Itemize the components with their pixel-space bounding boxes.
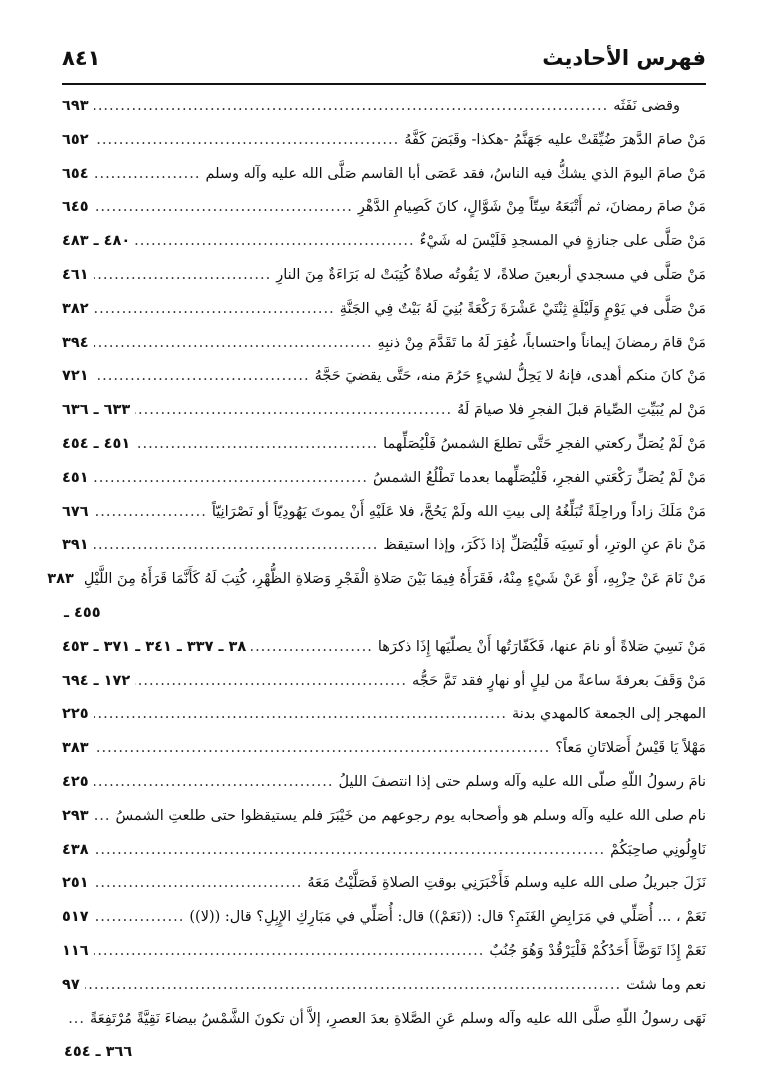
hadith-text: مَنْ صامَ رمضانَ، ثم أَتْبَعَهُ سِتّاً مِنْ شَوَّالٍ، كانَ كَصِيامِ الدَّهْرِ [357, 199, 706, 216]
page-refs: ٤٥١ [62, 469, 89, 486]
hadith-text: مَنْ صَلَّى على جنازةٍ في المسجدِ فَلَيْسَ له شَيْءٌ [419, 233, 706, 250]
index-entry [62, 360, 706, 394]
index-entry [62, 327, 706, 361]
leader-dots [94, 800, 111, 834]
page-refs: ٤٢٥ [62, 773, 89, 790]
hadith-text: مَنْ لَمْ يُصَلِّ ركعتي الفجرِ حَتَّى تطلعَ الشمسُ فَلْيُصَلِّهما [383, 435, 706, 452]
index-entry [62, 732, 706, 766]
index-entry [62, 394, 706, 428]
hadith-text: مَنْ قامَ رمضانَ إيماناً واحتساباً، غُفِرَ لَهُ ما تَقَدَّمَ مِنْ ذنبِهِ [377, 334, 706, 351]
leader-dots [94, 698, 507, 732]
index-entry [62, 935, 706, 969]
hadith-text: مَنْ نامَ عنِ الوترِ، أو نَسِيَه فَلْيُصَلِّ إذا ذَكَرَ، وإذا استيقظ [383, 537, 706, 554]
header-rule [62, 83, 706, 85]
index-entry [62, 529, 706, 563]
page-refs: ٦٧٦ [62, 503, 89, 520]
leader-dots [94, 732, 551, 766]
page-refs: ٦٩٣ [62, 98, 89, 114]
leader-dots [94, 901, 185, 935]
index-entry [62, 124, 706, 158]
index-entry [62, 665, 706, 699]
page-number: ٨٤١ [62, 46, 101, 70]
hadith-index-list [47, 90, 706, 1070]
page-header [62, 44, 706, 78]
index-entry [62, 698, 706, 732]
page-refs: ٤٥٥ ـ [64, 604, 101, 621]
hadith-text: مَنْ صَلَّى في يَوْمٍ وَلَيْلَةٍ ثِنْتَيْ عَشْرَةَ رَكْعَةً بُنِيَ لَهُ بَيْتٌ فِي الجَنَّةِ [339, 300, 706, 317]
leader-dots [94, 462, 368, 496]
page-refs: ٣٩١ [62, 537, 89, 554]
leader-dots [94, 293, 335, 327]
leader-dots [94, 867, 303, 901]
hadith-text: مَنْ نَسِيَ صَلاةً أو نامَ عنها، فَكَفّارَتُها أَنْ يصلّيَها إِذَا ذكرَها [377, 638, 706, 655]
hadith-text: مَنْ كانَ منكم أهدى، فإنهُ لا يَحِلُّ لشيءٍ حَرُمَ منه، حَتَّى يقضيَ حَجَّهُ [314, 368, 706, 385]
leader-dots [251, 631, 373, 665]
leader-dots [94, 158, 201, 192]
leader-dots [94, 124, 400, 158]
index-entry [62, 834, 706, 868]
index-entry [62, 496, 706, 530]
page-refs: ٣٨ ـ ٣٣٧ ـ ٣٤١ ـ ٣٧١ ـ ٤٥٣ [62, 638, 247, 655]
index-entry [62, 90, 706, 124]
leader-dots [135, 394, 452, 428]
hadith-text: مَنْ وَقَفَ بعرفةَ ساعةً من ليلٍ أو نهارٍ فقد تَمَّ حَجُّه [412, 672, 706, 689]
index-entry [47, 563, 706, 597]
index-entry [62, 293, 706, 327]
hadith-text: المهجر إلى الجمعة كالمهدي بدنة [511, 706, 706, 723]
page-refs: ٦٣٣ ـ ٦٣٦ [62, 402, 131, 419]
leader-dots [94, 496, 207, 530]
leader-dots [135, 428, 378, 462]
index-entry [62, 766, 706, 800]
leader-dots [94, 529, 379, 563]
hadith-text: نامَ رسولُ اللّهِ صلّى الله عليه وآله وسلم حتى إذا انتصفَ الليلُ [338, 773, 706, 790]
page-refs: ٦٥٤ [62, 165, 89, 182]
index-entry-continuation [62, 1036, 706, 1070]
page-refs: ١٧٢ ـ ٦٩٤ [62, 672, 131, 689]
index-entry [62, 259, 706, 293]
hadith-text: نَزَلَ جبريلُ صلى الله عليه وسلم فَأَخْبَرَنِي بوقتِ الصلاةِ فَصَلَّيْتُ مَعَهُ [307, 875, 706, 892]
leader-dots [135, 225, 414, 259]
page-refs: ٤٨٠ ـ ٤٨٣ [62, 233, 131, 250]
index-entry [62, 800, 706, 834]
hadith-text: نَعَمْ ، ... أُصَلِّي في مَرَابِضِ الغَنَمِ؟ قال: ((نَعَمْ)) قال: أُصَلِّي في مَبَارِكِ الإِبِلِ؟ قال: ((لا)) [189, 909, 706, 926]
hadith-text: مَنْ لم يُبَيِّتِ الصِّيامَ قبلَ الفجرِ فلا صيامَ لَهُ [457, 402, 706, 419]
leader-dots [94, 90, 609, 124]
header-title: فهرس الأحاديث [542, 46, 706, 70]
hadith-text: نَعَمْ إِذَا تَوَضَّأَ أَحَدُكُمْ فَلْيَرْقُدْ وَهُوَ جُنُبٌ [489, 942, 706, 959]
page-refs: ٤٦١ [62, 266, 89, 283]
page-refs: ٣٦٦ ـ ٤٥٤ [64, 1044, 133, 1061]
hadith-text: نعم وما شئت [626, 976, 706, 993]
index-entry [62, 428, 706, 462]
index-entry [62, 1003, 706, 1037]
hadith-text: نَهَى رسولُ اللّهِ صلَّى الله عليه وآله وسلم عَنِ الصَّلاةِ بعدَ العصرِ، إلاَّ أن تكونَ الشَّمْسُ بيضاءَ نَقِيَّةً مُرْتَفِعَةً [90, 1010, 706, 1027]
page-refs: ٣٨٣ [62, 740, 89, 757]
hadith-text: وقضى نَفَثَه [613, 98, 680, 114]
page-refs: ٣٨٢ [62, 300, 89, 317]
index-entry [62, 867, 706, 901]
leader-dots [135, 665, 407, 699]
page-refs: ٧٢١ [62, 368, 89, 385]
hadith-text: مَنْ لَمْ يُصَلِّ رَكْعَتي الفجرِ، فَلْيُصَلِّهما بعدما تَطْلُعُ الشمسُ [372, 469, 706, 486]
page-refs: ٦٥٢ [62, 131, 89, 148]
hadith-text: مَنْ صَلَّى في مسجدي أربعينَ صلاةً، لا يَفُوتُه صلاةٌ كُتِبَتْ له بَرَاءَةٌ مِنَ النارِ [276, 266, 706, 283]
index-entry [62, 901, 706, 935]
hadith-text: مَنْ صامَ الدَّهرَ ضُيِّقَتْ عليه جَهَنَّمُ -هكذا- وقَبَضَ كَفَّهُ [404, 131, 706, 148]
hadith-text: مَنْ نَامَ عَنْ حِزْبِهِ، أَوْ عَنْ شَيْءٍ مِنْهُ، فَقَرَأَهُ فِيمَا بَيْنَ صَلاةِ الْفَجْرِ وَصَلاةِ الظُّهْرِ، كُتِبَ لَهُ كَأَنَّمَا قَرَأَهُ مِنَ اللَّيْلِ [83, 571, 706, 588]
page-refs: ٢٢٥ [62, 706, 89, 723]
index-entry [62, 191, 706, 225]
page-refs: ٥١٧ [62, 909, 89, 926]
hadith-text: نام صلى الله عليه وآله وسلم هو وأصحابه يوم رجوعهم من خَيْبَرَ فلم يستيقظوا حتى طلعتِ الشمسُ [115, 807, 706, 824]
leader-dots [94, 935, 485, 969]
index-entry [62, 631, 706, 665]
leader-dots [94, 191, 353, 225]
hadith-text: نَاوِلُونِي صاحِبَكُمْ [610, 841, 706, 858]
leader-dots [94, 360, 310, 394]
page-refs: ١١٦ [62, 942, 89, 959]
index-entry [62, 969, 706, 1003]
page-refs: ٦٤٥ [62, 199, 89, 216]
page-refs: ٤٣٨ [62, 841, 89, 858]
page-refs: ٩٧ [62, 976, 80, 993]
leader-dots [94, 834, 606, 868]
page-refs: ٢٩٣ [62, 807, 89, 824]
leader-dots [94, 766, 334, 800]
page-refs: ٣٩٤ [62, 334, 89, 351]
leader-dots [85, 969, 621, 1003]
page-refs: ٢٥١ [62, 875, 89, 892]
hadith-text: مَنْ مَلَكَ زاداً وراحِلَةً تُبَلِّغُهُ إلى بيتِ الله ولَمْ يَحُجَّ، فلا عَلَيْهِ أَنْ يموتَ يَهُودِيّاً أو نَصْرَانِيّاً [211, 503, 706, 520]
index-entry-continuation [62, 597, 706, 631]
index-entry [62, 158, 706, 192]
index-entry [62, 225, 706, 259]
leader-dots [67, 1003, 85, 1037]
page-refs: ٤٥١ ـ ٤٥٤ [62, 435, 131, 452]
index-entry [62, 462, 706, 496]
page-refs: ٣٨٣ [47, 571, 74, 588]
leader-dots [94, 259, 272, 293]
hadith-text: مَهْلاً يَا قَيْسُ أَصَلاتَانِ مَعاً؟ [555, 740, 706, 757]
hadith-text: مَنْ صامَ اليومَ الذي يشكُّ فيه الناسُ، فقد عَصَى أبا القاسم صَلَّى الله عليه وآله وسلم [205, 165, 706, 182]
leader-dots [94, 327, 373, 361]
